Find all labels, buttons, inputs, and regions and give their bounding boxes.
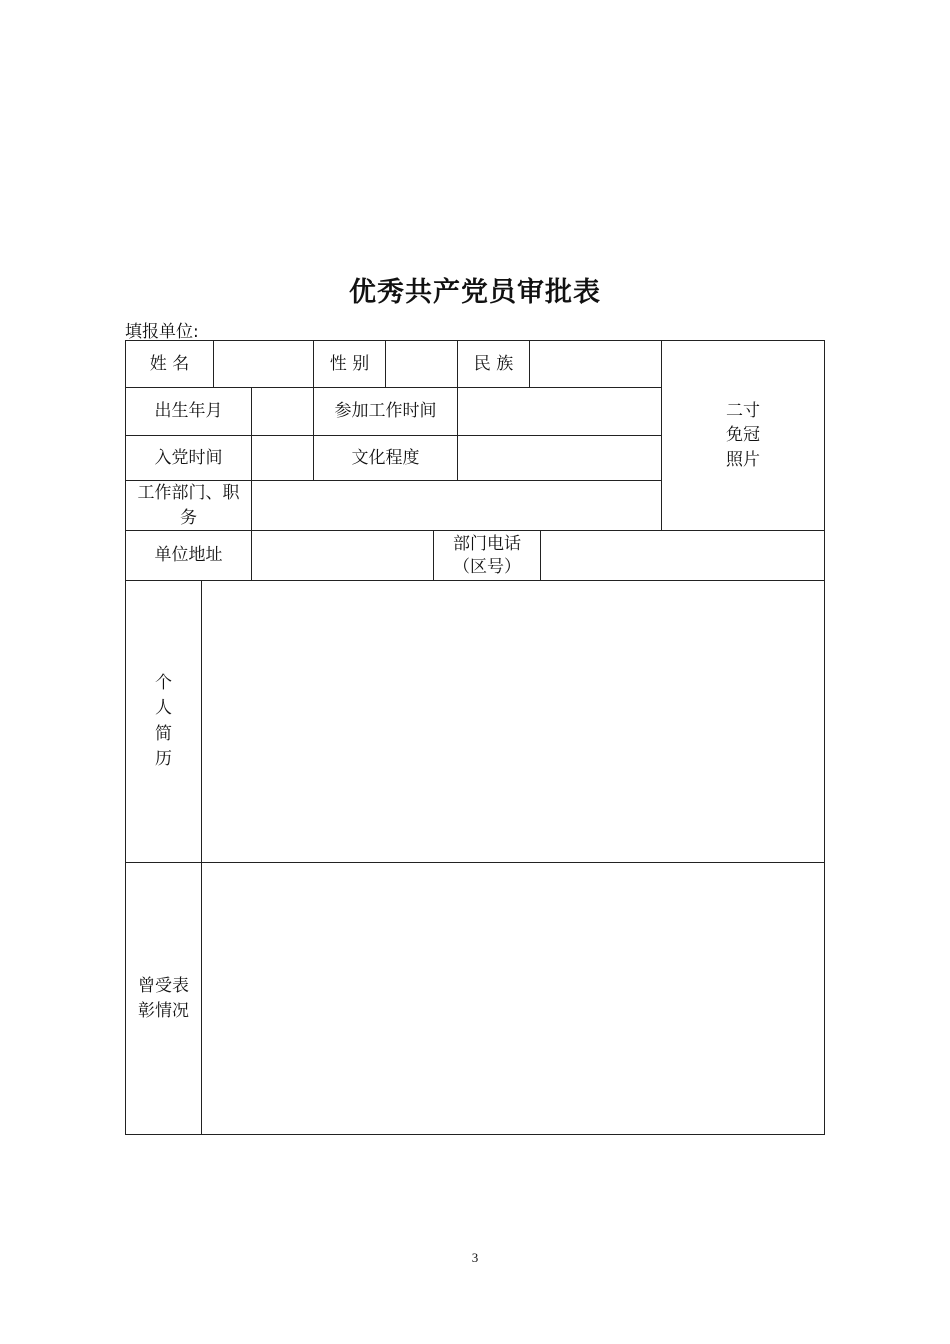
- work-start-field[interactable]: [457, 387, 662, 436]
- ethnicity-label: 民 族: [457, 340, 530, 388]
- honors-label: 曾受表彰情况: [125, 862, 202, 1135]
- phone-label: 部门电话 （区号）: [433, 530, 541, 581]
- birth-field[interactable]: [251, 387, 314, 436]
- honors-field[interactable]: [201, 862, 825, 1135]
- dept-position-label: 工作部门、职务: [125, 480, 252, 531]
- gender-field[interactable]: [385, 340, 458, 388]
- education-label: 文化程度: [313, 435, 458, 481]
- fill-unit-label: 填报单位:: [125, 322, 199, 342]
- address-label: 单位地址: [125, 530, 252, 581]
- resume-label: [125, 580, 202, 863]
- join-party-label: 入党时间: [125, 435, 252, 481]
- gender-label: 性 别: [313, 340, 386, 388]
- phone-field[interactable]: [540, 530, 825, 581]
- resume-label-text: 个人简历: [155, 672, 172, 769]
- education-field[interactable]: [457, 435, 662, 481]
- page-title: 优秀共产党员审批表: [349, 277, 601, 308]
- birth-label: 出生年月: [125, 387, 252, 436]
- page-number: 3: [471, 1250, 479, 1265]
- dept-position-field[interactable]: [251, 480, 662, 531]
- name-field[interactable]: [213, 340, 314, 388]
- join-party-field[interactable]: [251, 435, 314, 481]
- work-start-label: 参加工作时间: [313, 387, 458, 436]
- ethnicity-field[interactable]: [529, 340, 662, 388]
- address-field[interactable]: [251, 530, 434, 581]
- photo-box: 二寸 免冠 照片: [661, 340, 825, 531]
- name-label: 姓 名: [125, 340, 214, 388]
- resume-field[interactable]: [201, 580, 825, 863]
